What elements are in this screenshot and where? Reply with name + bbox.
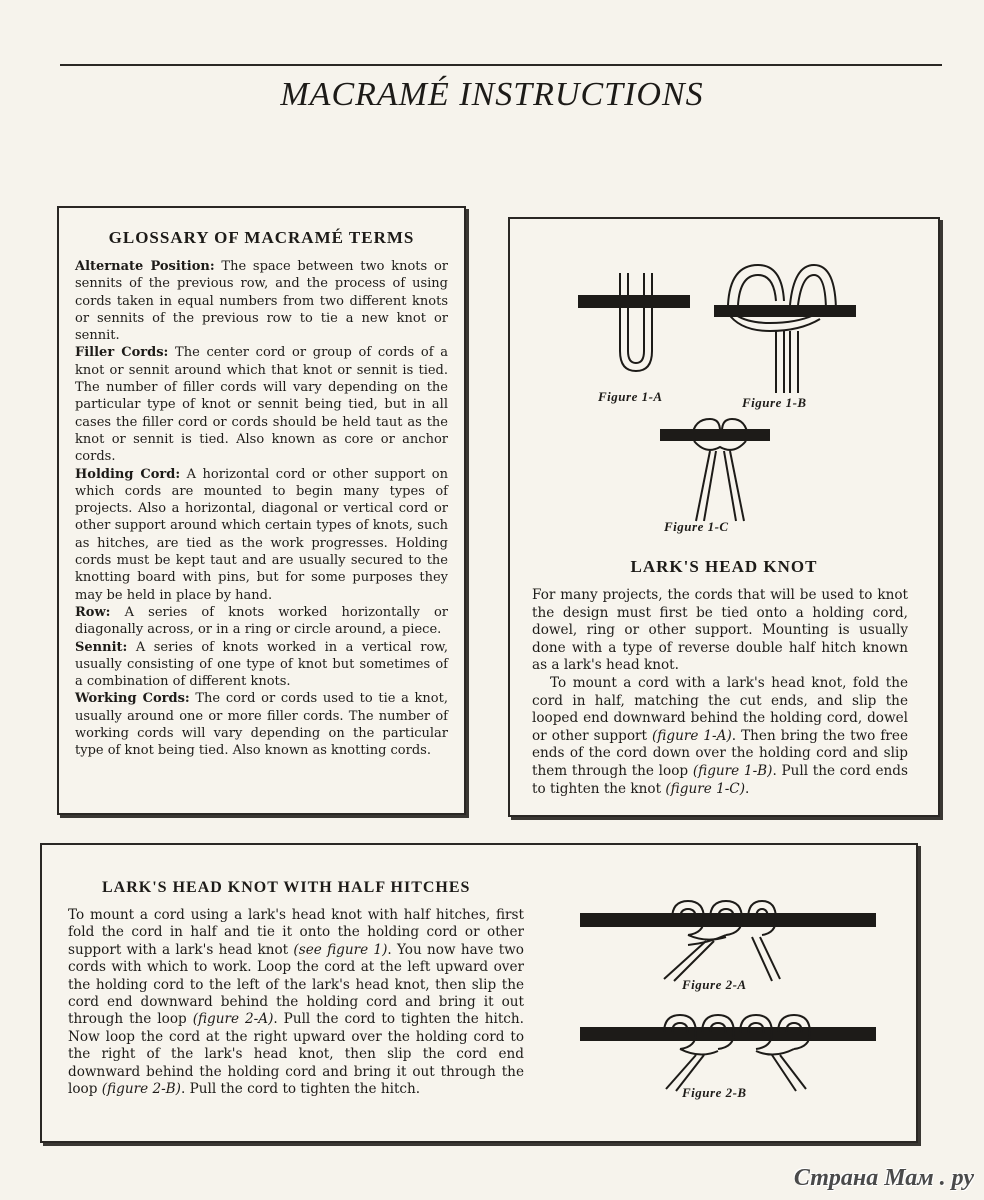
glossary-term: Sennit: [75,639,128,655]
half-hitches-title: LARK'S HEAD KNOT WITH HALF HITCHES [102,879,471,896]
text-run: . [745,780,750,797]
glossary-definition: The center cord or group of cords of a knot or sennit around which that knot or sennit is tied. The number of filler cords will vary depending on the particular type of knot or sennit being tied, but in all cases the filler cord or cords should be held taut as the knot or sennit is tied. Also known as core or anchor cords. [75,345,448,465]
glossary-title: GLOSSARY OF MACRAMÉ TERMS [108,228,415,247]
glossary-term: Holding Cord: [75,466,181,482]
figure-1a-illustration [568,269,698,379]
figure-1c-illustration [650,415,780,525]
header-rule [60,64,942,66]
glossary-box [57,206,466,815]
larks-head-paragraph-1: For many projects, the cords that will be used to knot the design must first be tied onto a holding cord, dowel, ring or other support. Mounting is usually done with a type of reverse double half hitch known as a lark's head knot. [532,587,908,674]
figure-1b-illustration [710,257,860,397]
half-hitches-box [40,843,918,1143]
text-run: To mount a cord using a lark's head knot with half hitches, first fold the cord in half and tie it onto the holding cord or other support with a lark's head knot [68,907,524,958]
glossary-entry [75,344,448,465]
figure-2a-illustration [576,893,876,983]
figure-reference: (figure 1-B) [692,762,773,779]
figure-2b-caption: Figure 2-B [682,1085,747,1100]
glossary-entry [75,690,448,759]
glossary-body [75,258,448,760]
figure-reference: (figure 2-A) [192,1011,274,1028]
text-run: . Pull the cord to tighten the hitch. Now loop the cord at the right upward over the holding cord to the right of the lark's head knot, then slip the cord end downward behind the holding cord and bring it out through the loop [68,1011,524,1098]
glossary-entry [75,466,448,604]
half-hitches-paragraph [68,907,524,1098]
larks-head-box [508,217,940,817]
glossary-term: Working Cords: [75,691,190,707]
text-run: . Then bring the two free ends of the cord down over the holding cord and slip them through the loop [532,727,909,779]
figure-1b-caption: Figure 1-B [742,395,807,410]
text-run: . You now have two cords with which to work. Loop the cord at the left upward over the holding cord to the left of the lark's head knot, then slip the cord end downward behind the holding cord and bring it out through the loop [68,941,524,1028]
figure-1a-caption: Figure 1-A [598,389,663,404]
glossary-definition: A series of knots worked in a vertical row, usually consisting of one type of knot but sometimes of a combination of different knots. [75,639,448,690]
glossary-definition: A series of knots worked horizontally or diagonally across, or in a ring or circle around, a piece. [75,604,448,638]
larks-head-title: LARK'S HEAD KNOT [630,557,818,576]
text-run: . Pull the cord ends to tighten the knot [532,762,908,797]
figure-reference: (figure 2-B) [101,1081,181,1098]
larks-head-body [532,587,908,798]
glossary-entry [75,258,448,344]
watermark-text: Страна Мам . ру [793,1165,974,1191]
page-title: MACRAMÉ INSTRUCTIONS [280,76,704,113]
figure-2b-illustration [576,1009,876,1093]
larks-head-paragraph-2 [532,675,908,798]
glossary-term: Filler Cords: [75,345,169,361]
glossary-definition: The cord or cords used to tie a knot, usually around one or more filler cords. The number of working cords will vary depending on the particular type of knot being tied. Also known as knotting cords. [75,691,448,759]
glossary-entry [75,604,448,639]
text-run: . Pull the cord to tighten the hitch. [180,1081,421,1098]
glossary-term: Row: [75,604,111,620]
figure-1c-caption: Figure 1-C [664,519,729,534]
glossary-entry [75,639,448,691]
glossary-definition: A horizontal cord or other support on which cords are mounted to begin many types of projects. Also a horizontal, diagonal or vertical cord or other support around which certain types of knots, such as hitches, are tied as the work progresses. Holding cords must be kept taut and are usually secured to the knotting board with pins, but for some purposes they may be held in place by hand. [75,466,448,603]
figure-reference: (figure 1-C) [665,780,746,797]
figure-2a-caption: Figure 2-A [682,977,747,992]
figure-reference: (figure 1-A) [652,727,732,744]
half-hitches-body [68,907,524,1098]
figure-reference: (see figure 1) [293,941,388,958]
glossary-term: Alternate Position: [75,259,215,274]
glossary-definition: The space between two knots or sennits of the previous row, and the process of using cords taken in equal numbers from two different knots or sennits of the previous row to tie a new knot or sennit. [75,259,448,344]
text-run: To mount a cord with a lark's head knot, fold the cord in half, matching the cut ends, and slip the looped end downward behind the holding cord, dowel or other support [532,674,908,744]
